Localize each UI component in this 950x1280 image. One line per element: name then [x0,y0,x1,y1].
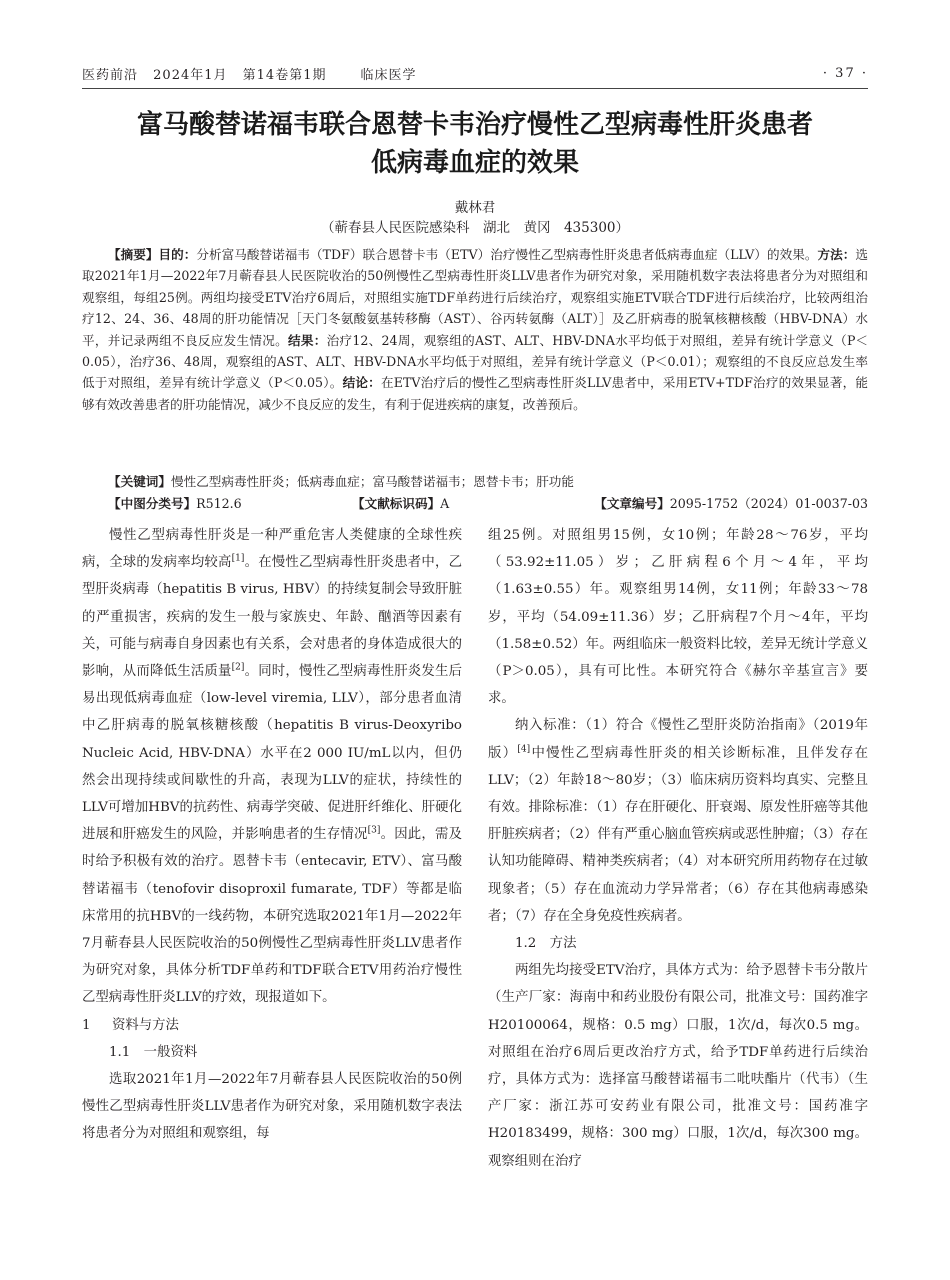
header-divider [82,88,868,89]
author: 戴林君 [454,200,496,216]
subsection-heading: 1.2 方法 [515,936,577,952]
text-run: 纳入标准：（1）符合《慢性乙型肝炎防治指南》（2019年版） [488,718,868,761]
paragraph: 组25例。对照组男15例，女10例；年龄28～76岁，平均（53.92±11.05）岁；乙肝病程6个月～4年，平均（1.63±0.55）年。观察组男14例，女11例；年龄33～78岁，平均（54.09±11.36）岁；乙肝病程7个月～4年，平均（1.58±0.52）年。两组临床一般资料比较，差异无统计学意义（P＞0.05），具有可比性。本研究符合《赫尔辛基宣言》要求。 [488,528,868,707]
result-label: 结果： [287,332,327,348]
paragraph [82,522,462,1012]
clc-label: 【中图分类号】 [108,496,197,511]
paragraph [488,712,868,930]
keywords [108,471,868,492]
text-run: 。因此，需及时给予积极有效的治疗。恩替卡韦（entecavir, ETV）、富马酸替诺福韦（tenofovir disoproxil fumarate, TDF）等都是临床常用的抗HBV的一线药物，本研究选取2021年1月—2022年7月蕲春县人民医院收治的50例慢性乙型病毒性肝炎LLV患者作为研究对象，具体分析TDF单药和TDF联合ETV用药治疗慢性乙型病毒性肝炎LLV的疗效，现报道如下。 [82,827,463,1006]
issue-date: 2024年1月 [153,67,228,83]
article-number [594,493,868,514]
doc-value: A [440,496,450,511]
volume-issue: 第14卷第1期 [242,67,327,83]
abstract-label: 【摘要】 [108,247,159,262]
clc-value: R512.6 [196,496,242,511]
article-title [82,106,868,182]
body-column-right [488,522,868,1175]
conclusion-text: 在ETV治疗后的慢性乙型病毒性肝炎LLV患者中，采用ETV+TDF治疗的效果显著，能够有效改善患者的肝功能情况，减少不良反应的发生，有利于促进疾病的康复，改善预后。 [82,375,869,412]
article-no-label: 【文章编号】 [594,496,670,511]
section-name: 临床医学 [360,67,417,83]
running-head [82,62,868,84]
objective-text: 分析富马酸替诺福韦（TDF）联合恩替卡韦（ETV）治疗慢性乙型病毒性肝炎患者低病毒血症（LLV）的效果。 [196,247,818,262]
journal-info [82,64,336,83]
title-line-1: 富马酸替诺福韦联合恩替卡韦治疗慢性乙型病毒性肝炎患者 [136,110,813,140]
affiliation: （蕲春县人民医院感染科 湖北 黄冈 435300） [320,220,630,236]
keywords-text: 慢性乙型病毒性肝炎；低病毒血症；富马酸替诺福韦；恩替卡韦；肝功能 [170,474,574,489]
conclusion-label: 结论： [342,375,381,391]
article-no-value: 2095-1752（2024）01-0037-03 [669,496,868,511]
clc-code [108,496,242,511]
paragraph: 两组先均接受ETV治疗，具体方式为：给予恩替卡韦分散片（生产厂家：海南中和药业股份有限公司，批准文号：国药准字H20100064，规格：0.5 mg）口服，1次/d，每次0.5 mg。对照组在治疗6周后更改治疗方式，给予TDF单药进行后续治疗，具体方式为：选择富马酸替诺福韦二吡呋酯片（代韦）（生产厂家：浙江苏可安药业有限公司，批准文号：国药准字H20183499，规格：300 mg）口服，1次/d，每次300 mg。观察组则在治疗 [488,963,868,1169]
doc-code [352,493,449,514]
text-run: 。同时，慢性乙型病毒性肝炎发生后易出现低病毒血症（low-level viremia, LLV），部分患者血清中乙肝病毒的脱氧核糖核酸（hepatitis B virus-Deoxyribo Nucleic Acid, HBV-DNA）水平在2 000 IU/mL以内，但仍然会出现持续或间歇性的升高，表现为LLV的症状，持续性的LLV可增加HBV的抗药性、病毒学突破、促进肝纤维化、肝硬化进展和肝癌发生的风险，并影响患者的生存情况 [82,664,463,843]
text-run: 慢性乙型病毒性肝炎是一种严重危害人类健康的全球性疾病，全球的发病率均较高 [82,528,462,571]
method-text: 选取2021年1月—2022年7月蕲春县人民医院收治的50例慢性乙型病毒性肝炎LLV患者作为研究对象，采用随机数字表法将患者分为对照组和观察组，每组25例。两组均接受ETV治疗6周后，对照组实施TDF单药进行后续治疗，观察组实施ETV联合TDF进行后续治疗，比较两组治疗12、24、36、48周的肝功能情况［天门冬氨酸氨基转移酶（AST）、谷丙转氨酶（ALT）］及乙肝病毒的脱氧核糖核酸（HBV-DNA）水平，并记录两组不良反应发生情况。 [82,247,869,348]
method-label: 方法： [817,247,856,262]
classification-line [108,493,868,514]
citation: [1] [231,553,245,564]
citation: [2] [231,662,245,673]
journal-name: 医药前沿 [82,67,139,83]
paragraph: 选取2021年1月—2022年7月蕲春县人民医院收治的50例慢性乙型病毒性肝炎LLV患者作为研究对象，采用随机数字表法将患者分为对照组和观察组，每 [82,1072,462,1142]
body-column-left [82,522,462,1148]
result-text: 治疗12、24周，观察组的AST、ALT、HBV-DNA水平均低于对照组，差异有统计学意义（P＜0.05），治疗36、48周，观察组的AST、ALT、HBV-DNA水平均低于对照组，差异有统计学意义（P＜0.01）；观察组的不良反应总发生率低于对照组，差异有统计学意义（P＜0.05）。 [82,332,869,391]
keywords-label: 【关键词】 [108,474,171,489]
section-heading [82,1012,462,1039]
section-number: 1 [82,1017,91,1033]
objective-label: 目的： [158,247,197,262]
citation: [3] [367,825,381,836]
text-run: 。在慢性乙型病毒性肝炎患者中，乙型肝炎病毒（hepatitis B virus, HBV）的持续复制会导致肝脏的严重损害，疾病的发生一般与家族史、年龄、酗酒等因素有关，可能与病毒自身因素也有关系，会对患者的身体造成很大的影响，从而降低生活质量 [82,555,463,680]
text-run: 中慢性乙型病毒性肝炎的相关诊断标准，且伴发存在LLV；（2）年龄18～80岁；（3）临床病历资料均真实、完整且有效。排除标准：（1）存在肝硬化、肝衰竭、原发性肝癌等其他肝脏疾病者；（2）伴有严重心脑血管疾病或恶性肿瘤；（3）存在认知功能障碍、精神类疾病者；（4）对本研究所用药物存在过敏现象者；（5）存在血流动力学异常者；（6）存在其他病毒感染者；（7）存在全身免疫性疾病者。 [488,745,869,924]
citation: [4] [517,744,531,755]
subsection-heading: 1.1 一般资料 [109,1044,198,1060]
page-number: · 37 · [822,65,868,81]
abstract [82,244,868,415]
doc-label: 【文献标识码】 [352,496,441,511]
section-title: 资料与方法 [112,1017,179,1033]
title-line-2: 低病毒血症的效果 [370,148,579,178]
